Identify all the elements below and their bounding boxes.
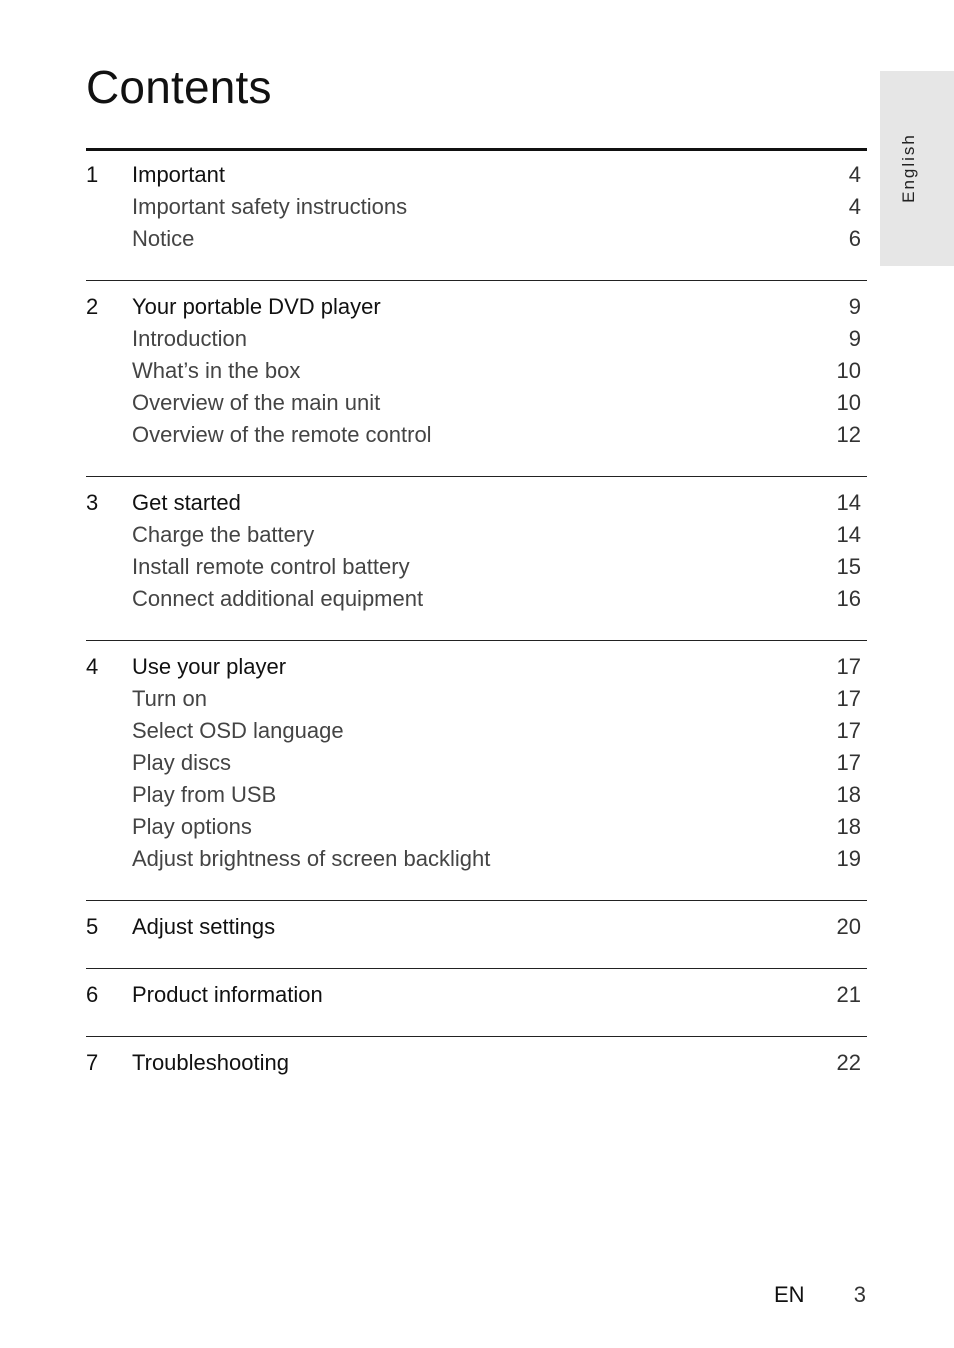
entry-title: Overview of the main unit — [132, 390, 381, 415]
section-title: Troubleshooting — [132, 1050, 289, 1075]
page-footer — [760, 1278, 868, 1312]
toc-entry[interactable] — [86, 355, 867, 387]
entry-title: Charge the battery — [132, 522, 315, 547]
page-number: 14 — [836, 522, 861, 547]
toc-entry[interactable] — [86, 683, 867, 715]
toc-entry[interactable] — [86, 519, 867, 551]
entry-title: Notice — [132, 226, 195, 251]
toc-heading-3[interactable] — [86, 487, 867, 519]
entry-title: Play discs — [132, 750, 232, 775]
page-number: 17 — [836, 718, 861, 743]
toc-section-5 — [86, 900, 867, 968]
section-number: 4 — [86, 654, 99, 679]
toc-entry[interactable] — [86, 223, 867, 255]
toc-entry[interactable] — [86, 779, 867, 811]
entry-title: Turn on — [132, 686, 208, 711]
section-number: 1 — [86, 162, 99, 187]
table-of-contents — [86, 148, 867, 1104]
page-title: Contents — [86, 61, 272, 113]
entry-title: Connect additional equipment — [132, 586, 424, 611]
entry-title: Overview of the remote control — [132, 422, 432, 447]
section-title: Your portable DVD player — [132, 294, 381, 319]
section-title: Adjust settings — [132, 914, 276, 939]
toc-entry[interactable] — [86, 387, 867, 419]
entry-title: Introduction — [132, 326, 247, 351]
page-number: 17 — [836, 654, 861, 679]
toc-entry[interactable] — [86, 551, 867, 583]
page-number: 10 — [836, 358, 861, 383]
entry-title: Install remote control battery — [132, 554, 410, 579]
page-number: 17 — [836, 750, 861, 775]
toc-entry[interactable] — [86, 715, 867, 747]
page-number: 6 — [848, 226, 861, 251]
page-number: 17 — [836, 686, 861, 711]
page-number: 9 — [848, 326, 861, 351]
page-number: 10 — [836, 390, 861, 415]
toc-entry[interactable] — [86, 419, 867, 451]
toc-entry[interactable] — [86, 747, 867, 779]
page-number: 4 — [848, 162, 861, 187]
page-number: 9 — [848, 294, 861, 319]
page-number: 15 — [836, 554, 861, 579]
section-title: Use your player — [132, 654, 287, 679]
toc-entry[interactable] — [86, 191, 867, 223]
section-title: Product information — [132, 982, 323, 1007]
page-number: 14 — [836, 490, 861, 515]
page-number: 18 — [836, 814, 861, 839]
section-title: Important — [132, 162, 225, 187]
footer-language-code: EN — [774, 1282, 805, 1307]
toc-entry[interactable] — [86, 811, 867, 843]
entry-title: Play from USB — [132, 782, 277, 807]
page-number: 18 — [836, 782, 861, 807]
toc-heading-6[interactable] — [86, 979, 867, 1011]
entry-title: Important safety instructions — [132, 194, 408, 219]
toc-section-7 — [86, 1036, 867, 1104]
toc-section-6 — [86, 968, 867, 1036]
page-number: 22 — [836, 1050, 861, 1075]
toc-entry[interactable] — [86, 323, 867, 355]
section-number: 2 — [86, 294, 99, 319]
toc-heading-2[interactable] — [86, 291, 867, 323]
page-number: 20 — [836, 914, 861, 939]
entry-title: Play options — [132, 814, 252, 839]
page-number: 16 — [836, 586, 861, 611]
entry-title: Select OSD language — [132, 718, 344, 743]
language-tab-label: English — [899, 133, 918, 203]
section-number: 5 — [86, 914, 99, 939]
entry-title: Adjust brightness of screen backlight — [132, 846, 491, 871]
page-number: 12 — [836, 422, 861, 447]
section-title: Get started — [132, 490, 241, 515]
footer-page-number: 3 — [853, 1282, 866, 1307]
section-number: 3 — [86, 490, 99, 515]
toc-heading-4[interactable] — [86, 651, 867, 683]
toc-entry[interactable] — [86, 583, 867, 615]
toc-entry[interactable] — [86, 843, 867, 875]
toc-section-4 — [86, 640, 867, 900]
entry-title: What’s in the box — [132, 358, 301, 383]
page-number: 19 — [836, 846, 861, 871]
toc-section-1 — [86, 148, 867, 280]
page-number: 21 — [836, 982, 861, 1007]
toc-heading-1[interactable] — [86, 159, 867, 191]
toc-heading-7[interactable] — [86, 1047, 867, 1079]
section-number: 7 — [86, 1050, 99, 1075]
toc-section-2 — [86, 280, 867, 476]
page-number: 4 — [848, 194, 861, 219]
toc-heading-5[interactable] — [86, 911, 867, 943]
section-number: 6 — [86, 982, 99, 1007]
toc-section-3 — [86, 476, 867, 640]
